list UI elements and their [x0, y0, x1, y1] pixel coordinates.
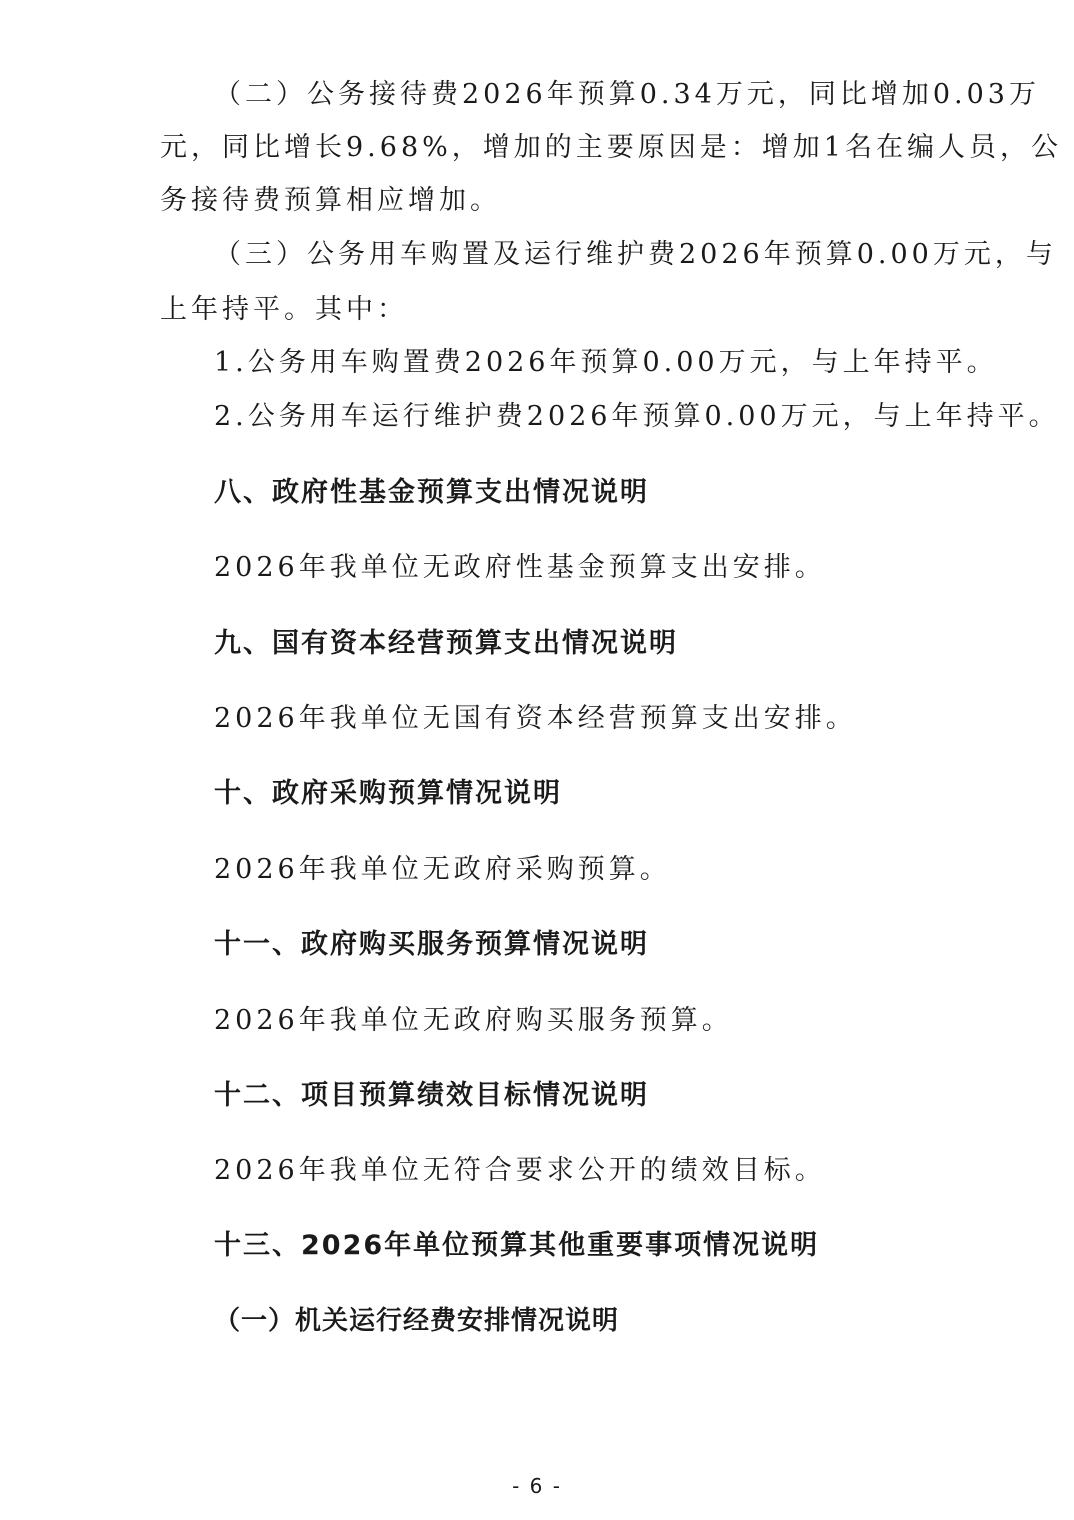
section-8-body: 2026年我单位无政府性基金预算支出安排。	[214, 552, 826, 583]
section-11-heading: 十一、政府购买服务预算情况说明	[214, 929, 649, 960]
section-10-heading: 十、政府采购预算情况说明	[214, 778, 562, 809]
reception-paragraph-line-1: （二）公务接待费2026年预算0.34万元，同比增加0.03万	[214, 79, 1040, 110]
section-8-heading: 八、政府性基金预算支出情况说明	[214, 477, 649, 508]
section-10-body: 2026年我单位无政府采购预算。	[214, 854, 671, 885]
section-11-body: 2026年我单位无政府购买服务预算。	[214, 1005, 733, 1036]
vehicle-maintenance-item: 2.公务用车运行维护费2026年预算0.00万元，与上年持平。	[214, 401, 1060, 432]
page-number: - 6 -	[512, 1474, 562, 1498]
vehicle-paragraph-line-2: 上年持平。其中：	[160, 294, 408, 325]
vehicle-purchase-item: 1.公务用车购置费2026年预算0.00万元，与上年持平。	[214, 347, 998, 378]
vehicle-paragraph-line-1: （三）公务用车购置及运行维护费2026年预算0.00万元，与	[214, 239, 1057, 270]
section-12-body: 2026年我单位无符合要求公开的绩效目标。	[214, 1155, 826, 1186]
section-9-body: 2026年我单位无国有资本经营预算支出安排。	[214, 703, 857, 734]
section-13-heading: 十三、2026年单位预算其他重要事项情况说明	[214, 1230, 820, 1261]
reception-paragraph-line-2: 元，同比增长9.68%，增加的主要原因是：增加1名在编人员，公	[160, 132, 1062, 163]
section-13-subheading-1: （一）机关运行经费安排情况说明	[214, 1306, 620, 1336]
section-12-heading: 十二、项目预算绩效目标情况说明	[214, 1080, 649, 1111]
section-9-heading: 九、国有资本经营预算支出情况说明	[214, 628, 678, 659]
reception-paragraph-line-3: 务接待费预算相应增加。	[160, 185, 501, 216]
